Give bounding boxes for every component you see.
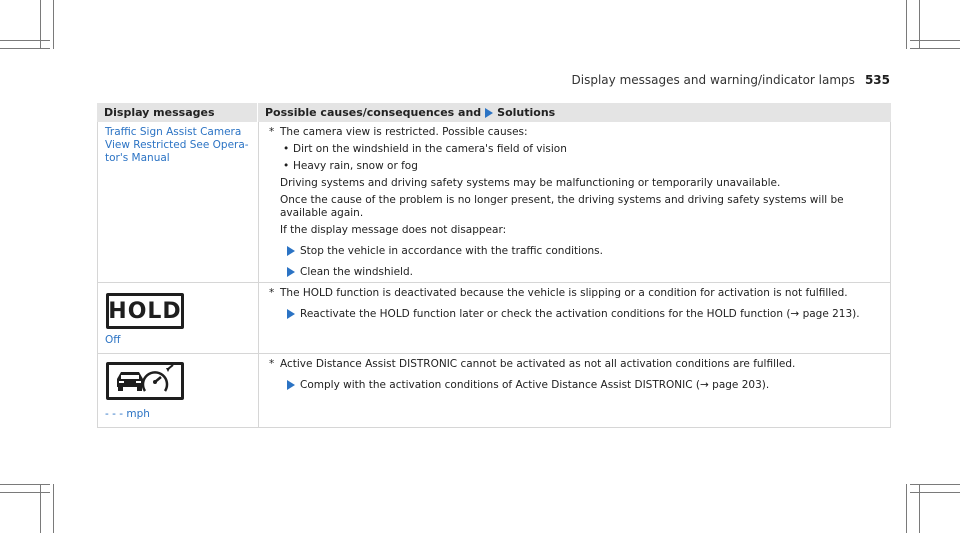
crop-mark xyxy=(53,0,54,49)
page-number: 535 xyxy=(864,73,890,87)
solution-arrow-icon xyxy=(485,108,493,118)
step-arrow-icon xyxy=(287,309,295,319)
col-header-messages: Display messages xyxy=(104,106,215,119)
list-item: • Dirt on the windshield in the camera's field of vision xyxy=(283,143,567,155)
causes-cell xyxy=(258,283,890,353)
crop-mark xyxy=(919,0,920,49)
list-item: • Heavy rain, snow or fog xyxy=(283,160,418,172)
solution-step: Reactivate the HOLD function later or check the activation conditions for the HOLD function (→ page 213). xyxy=(269,308,882,321)
step-arrow-icon xyxy=(287,267,295,277)
solution-step: Comply with the activation conditions of Active Distance Assist DISTRONIC (→ page 203). xyxy=(269,379,882,392)
display-message-cell xyxy=(98,354,258,427)
col-header-causes-text: Possible causes/consequences and xyxy=(265,106,482,119)
page-header xyxy=(572,73,890,87)
table-row xyxy=(97,354,891,428)
cause-line: * The camera view is restricted. Possible causes: xyxy=(269,126,528,138)
crop-mark xyxy=(0,492,50,493)
table-row xyxy=(97,283,891,354)
cause-line: * The HOLD function is deactivated because the vehicle is slipping or a condition for activation is not fulfilled. xyxy=(269,287,848,299)
crop-mark xyxy=(906,0,907,49)
display-message-cell xyxy=(98,283,258,353)
messages-table xyxy=(97,103,891,428)
display-message[interactable]: - - - mph xyxy=(105,408,150,420)
causes-cell xyxy=(258,122,890,282)
paragraph: If the display message does not disappear: xyxy=(280,224,507,236)
solution-step: Clean the windshield. xyxy=(269,266,882,279)
cause-line: * Active Distance Assist DISTRONIC cannot be activated as not all activation conditions are fulfilled. xyxy=(269,358,796,370)
table-header xyxy=(97,103,891,122)
crop-mark xyxy=(40,0,41,49)
paragraph: Driving systems and driving safety systems may be malfunctioning or temporarily unavailable. xyxy=(280,177,781,189)
solution-step: Stop the vehicle in accordance with the traffic conditions. xyxy=(269,245,882,258)
causes-cell xyxy=(258,354,890,427)
hold-icon: HOLD xyxy=(106,293,184,329)
crop-mark xyxy=(910,48,960,49)
crop-mark xyxy=(0,484,50,485)
col-header-causes xyxy=(257,103,891,122)
step-arrow-icon xyxy=(287,246,295,256)
crop-mark xyxy=(0,40,50,41)
col-header-solutions-text: Solutions xyxy=(497,106,556,119)
crop-mark xyxy=(0,48,50,49)
distance-assist-svg xyxy=(109,365,181,397)
table-row xyxy=(97,122,891,283)
crop-mark xyxy=(910,40,960,41)
display-message[interactable]: Traffic Sign Assist Camera View Restricted See Opera-tor's Manual xyxy=(105,126,249,164)
distance-assist-icon xyxy=(106,362,184,400)
crop-mark xyxy=(906,484,907,533)
crop-mark xyxy=(53,484,54,533)
display-message[interactable]: Off xyxy=(105,334,121,346)
crop-mark xyxy=(910,492,960,493)
crop-mark xyxy=(910,484,960,485)
section-title: Display messages and warning/indicator lamps xyxy=(571,73,855,87)
paragraph: Once the cause of the problem is no longer present, the driving systems and driving safety systems will be available again. xyxy=(280,194,844,219)
step-arrow-icon xyxy=(287,380,295,390)
